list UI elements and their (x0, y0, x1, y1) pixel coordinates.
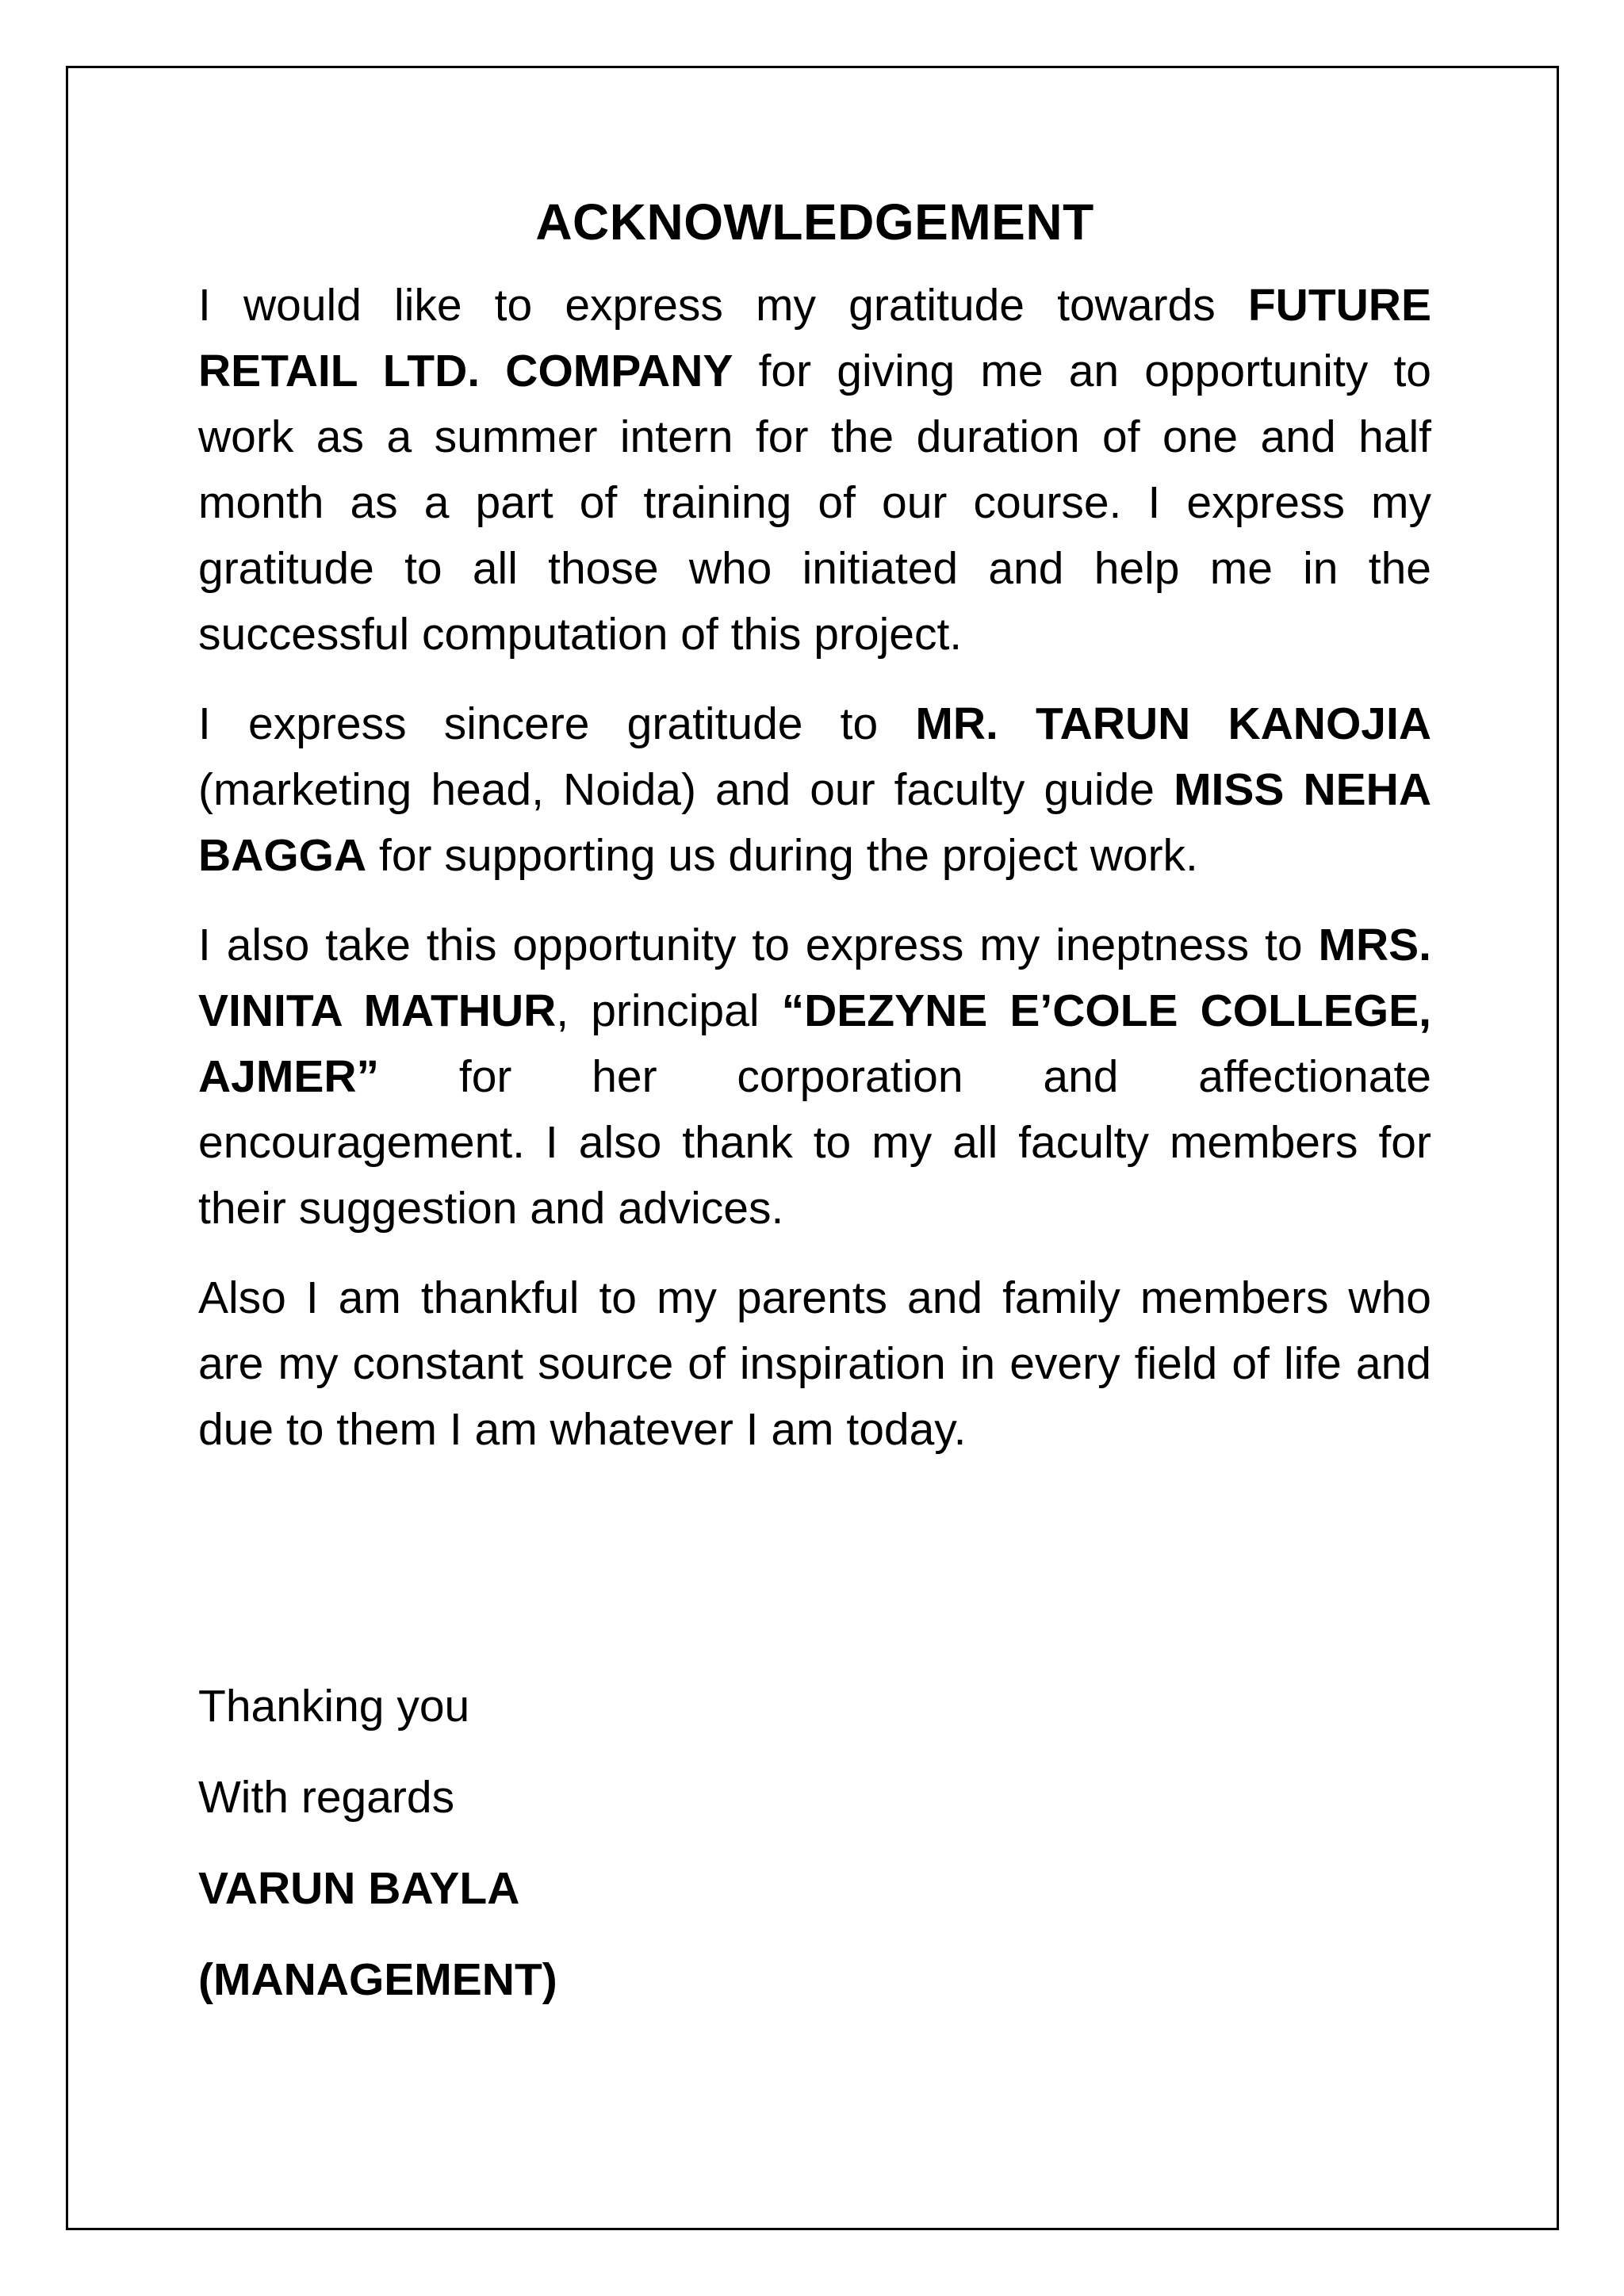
mentor-name: MR. TARUN KANOJIA (915, 698, 1431, 749)
closing-regards: With regards (198, 1772, 455, 1823)
signatory-department: (MANAGEMENT) (198, 1954, 557, 2005)
company-name: FUTURE RETAIL LTD. COMPANY (198, 280, 1431, 396)
principal-name: MRS. VINITA MATHUR (198, 920, 1431, 1036)
paragraph-text: (marketing head, Noida) and our faculty guide (198, 764, 1174, 815)
closing-thanking: Thanking you (198, 1681, 470, 1732)
paragraph-text: I express sincere gratitude to (198, 698, 916, 749)
paragraph-gratitude-principal (198, 913, 1431, 1242)
document-title: ACKNOWLEDGEMENT (535, 193, 1094, 251)
college-name: “DEZYNE E’COLE COLLEGE, AJMER” (198, 985, 1431, 1102)
faculty-guide-name: MISS NEHA BAGGA (198, 764, 1432, 881)
paragraph-gratitude-company (198, 273, 1431, 668)
paragraph-text: , principal (556, 985, 782, 1036)
paragraph-gratitude-mentors (198, 691, 1431, 889)
closing-block (198, 1661, 1431, 2026)
paragraph-text: I would like to express my gratitude towards (198, 280, 1248, 331)
paragraph-text: for giving me an opportunity to work as a summer intern for the duration of one and half month as a part of training of our course. I express my gratitude to all those who initiated and help me in the successful computation of this project. (198, 346, 1431, 660)
document-body (198, 190, 1431, 1487)
paragraph-text: Also I am thankful to my parents and family members who are my constant source of inspiration in every field of life and due to them I am whatever I am today. (198, 1272, 1431, 1455)
paragraph-text: for her corporation and affectionate encouragement. I also thank to my all faculty members for their suggestion and advices. (198, 1051, 1431, 1234)
paragraph-text: I also take this opportunity to express my ineptness to (198, 920, 1319, 970)
paragraph-gratitude-family (198, 1265, 1431, 1463)
paragraph-text: for supporting us during the project work. (366, 830, 1198, 881)
signatory-name: VARUN BAYLA (198, 1863, 520, 1914)
